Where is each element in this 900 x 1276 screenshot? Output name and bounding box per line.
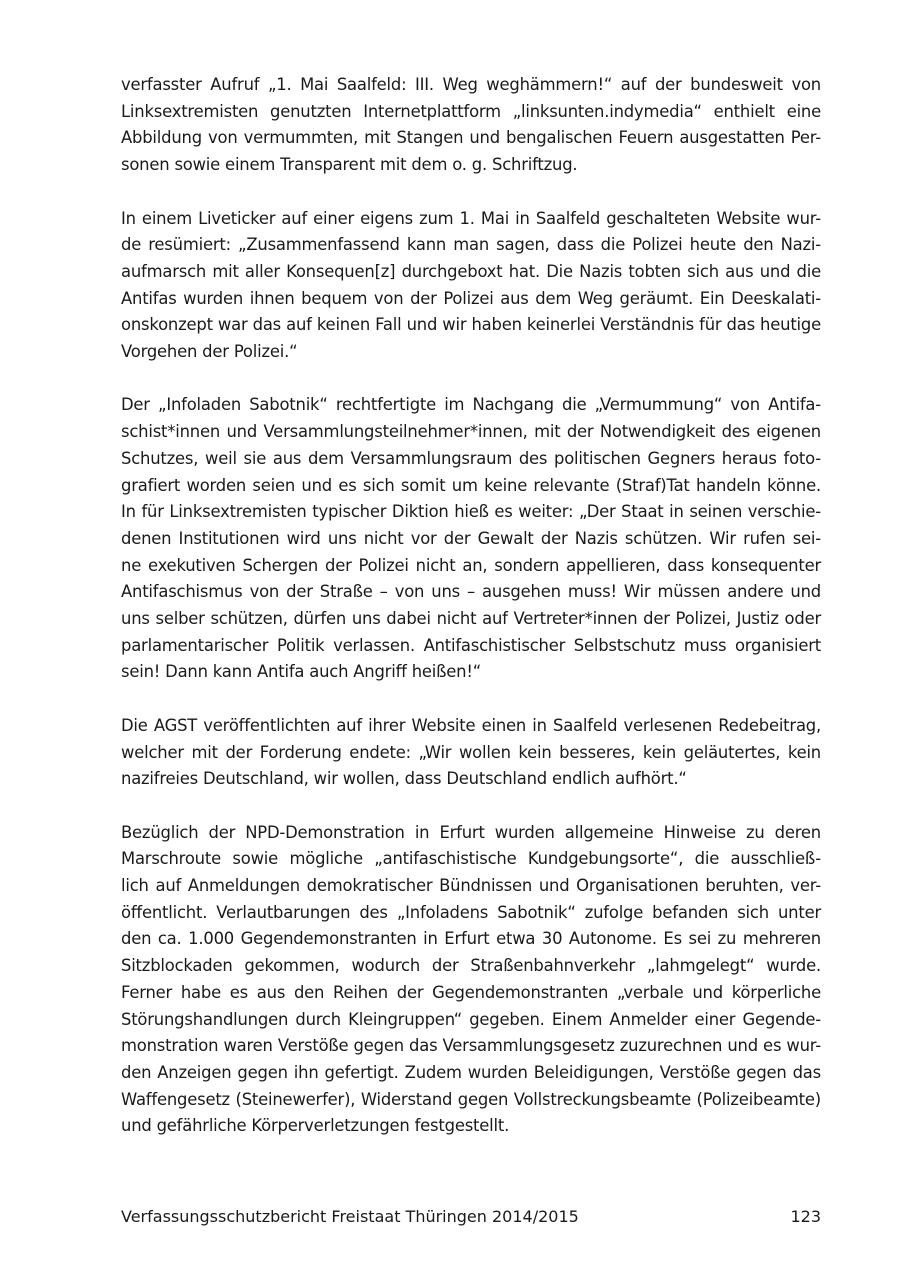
text-line: Waffengesetz (Steinewerfer), Widerstand gegen Vollstreckungsbeamte (Polizeibeamte) [121,1089,821,1109]
text-line: Der „Infoladen Sabotnik“ rechtfertigte im Nachgang die „Vermummung“ von Antifa- [121,395,821,415]
paragraph [121,72,821,179]
text-line: Antifaschismus von der Straße – von uns – ausgehen muss! Wir müssen andere und [121,582,821,602]
text-line: denen Institutionen wird uns nicht vor der Gewalt der Nazis schützen. Wir rufen sei- [121,528,821,548]
text-line: In einem Liveticker auf einer eigens zum 1. Mai in Saalfeld geschalteten Website wur- [121,208,821,228]
text-line: onskonzept war das auf keinen Fall und wir haben keinerlei Verständnis für das heutige [121,315,821,335]
text-line: Abbildung von vermummten, mit Stangen und bengalischen Feuern ausgestatten Per- [121,128,821,148]
text-line: monstration waren Verstöße gegen das Versammlungsgesetz zuzurechnen und es wur- [121,1036,821,1056]
text-line: Antifas wurden ihnen bequem von der Polizei aus dem Weg geräumt. Ein Deeskalati- [121,288,821,308]
text-line: aufmarsch mit aller Konsequen[z] durchgeboxt hat. Die Nazis tobten sich aus und die [121,261,821,281]
paragraph [121,392,821,686]
text-line: verfasster Aufruf „1. Mai Saalfeld: III. Weg weghämmern!“ auf der bundesweit von [121,75,821,94]
text-line: Linksextremisten genutzten Internetplattform „linksunten.indymedia“ enthielt eine [121,101,821,121]
text-line: parlamentarischer Politik verlassen. Antifaschistischer Selbstschutz muss organisiert [121,635,821,655]
page-number: 123 [790,1207,821,1226]
text-line: In für Linksextremisten typischer Diktion hieß es weiter: „Der Staat in seinen verschie- [121,502,821,522]
text-line: Bezüglich der NPD-Demonstration in Erfurt wurden allgemeine Hinweise zu deren [121,822,821,842]
text-line: und gefährliche Körperverletzungen festgestellt. [121,1116,510,1136]
text-line: Schutzes, weil sie aus dem Versammlungsraum des politischen Gegners heraus foto- [121,448,821,468]
text-line: schist*innen und Versammlungsteilnehmer*innen, mit der Notwendigkeit des eigenen [121,422,821,442]
paragraph [121,713,821,793]
footer-title: Verfassungsschutzbericht Freistaat Thüringen 2014/2015 [121,1207,579,1226]
text-line: ne exekutiven Schergen der Polizei nicht an, sondern appellieren, dass konsequenter [121,555,821,575]
text-line: sein! Dann kann Antifa auch Angriff heißen!“ [121,662,482,682]
text-line: lich auf Anmeldungen demokratischer Bündnissen und Organisationen beruhten, ver- [121,876,821,896]
text-line: welcher mit der Forderung endete: „Wir wollen kein besseres, kein geläutertes, kein [121,742,821,762]
text-line: Die AGST veröffentlichten auf ihrer Website einen in Saalfeld verlesenen Redebeitrag, [121,715,821,735]
text-line: öffentlicht. Verlautbarungen des „Infoladens Sabotnik“ zufolge befanden sich unter [121,902,821,922]
paragraph [121,820,821,1140]
text-line: Vorgehen der Polizei.“ [121,342,298,362]
text-line: Sitzblockaden gekommen, wodurch der Straßenbahnverkehr „lahmgelegt“ wurde. [121,956,821,976]
document-body [121,72,821,1167]
paragraph [121,206,821,366]
text-line: uns selber schützen, dürfen uns dabei nicht auf Vertreter*innen der Polizei, Justiz oder [121,609,821,629]
text-line: Störungshandlungen durch Kleingruppen“ gegeben. Einem Anmelder einer Gegende- [121,1009,821,1029]
text-line: den ca. 1.000 Gegendemonstranten in Erfurt etwa 30 Autonome. Es sei zu mehreren [121,929,821,949]
text-line: nazifreies Deutschland, wir wollen, dass Deutschland endlich aufhört.“ [121,769,687,789]
text-line: grafiert worden seien und es sich somit um keine relevante (Straf)Tat handeln könne. [121,475,821,495]
text-line: Marschroute sowie mögliche „antifaschistische Kundgebungsorte“, die ausschließ- [121,849,821,869]
text-line: den Anzeigen gegen ihn gefertigt. Zudem wurden Beleidigungen, Verstöße gegen das [121,1062,821,1082]
text-line: de resümiert: „Zusammenfassend kann man sagen, dass die Polizei heute den Nazi- [121,235,821,255]
page-footer [121,1205,821,1229]
text-line: Ferner habe es aus den Reihen der Gegendemonstranten „verbale und körperliche [121,982,821,1002]
text-line: sonen sowie einem Transparent mit dem o. g. Schriftzug. [121,155,578,175]
